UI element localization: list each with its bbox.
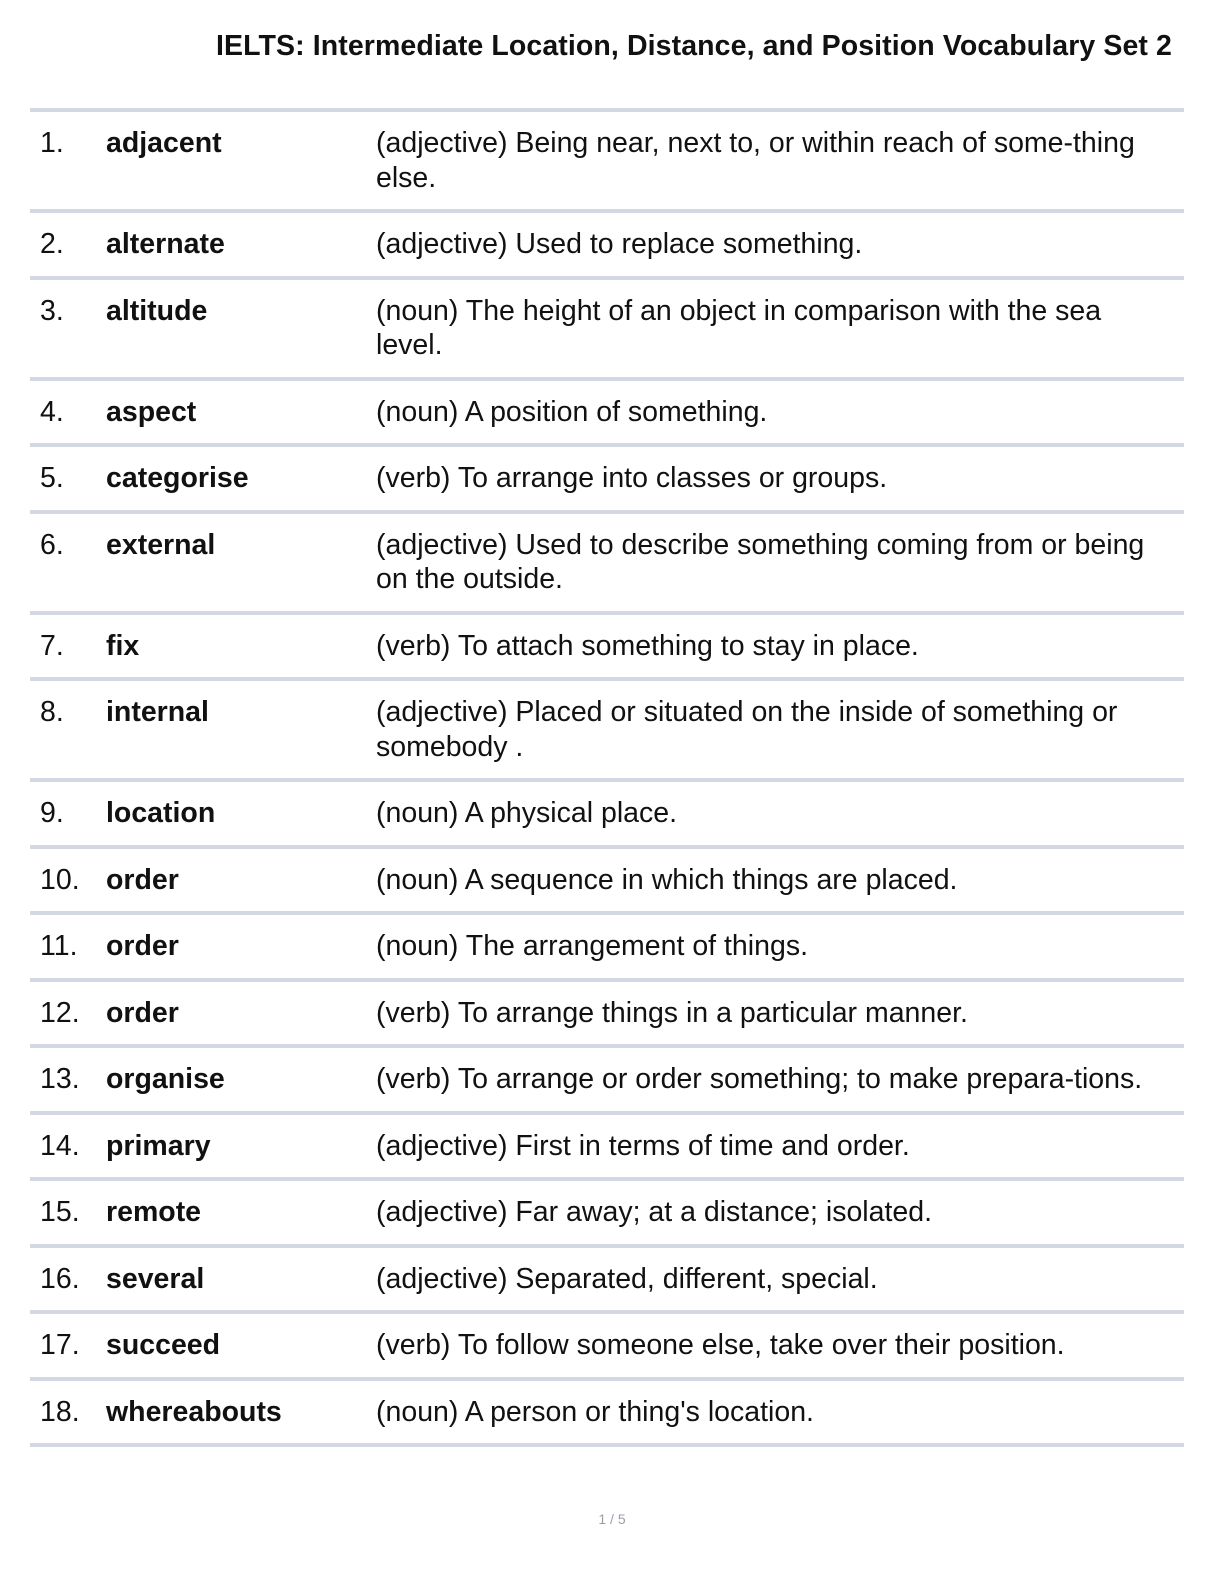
- entry-number: 14.: [30, 1113, 106, 1180]
- table-row: [30, 1246, 1184, 1313]
- table-row: [30, 679, 1184, 780]
- page-number: 1 / 5: [598, 1511, 626, 1527]
- entry-definition: (adjective) Far away; at a distance; isolated.: [376, 1179, 1184, 1246]
- table-row: [30, 613, 1184, 680]
- entry-term: remote: [106, 1179, 376, 1246]
- entry-number: 12.: [30, 980, 106, 1047]
- entry-term: altitude: [106, 278, 376, 379]
- entry-number: 11.: [30, 913, 106, 980]
- table-row: [30, 278, 1184, 379]
- table-row: [30, 110, 1184, 211]
- entry-definition: (noun) The height of an object in comparison with the sea level.: [376, 278, 1184, 379]
- entry-definition: (adjective) Used to replace something.: [376, 211, 1184, 278]
- table-row: [30, 211, 1184, 278]
- entry-definition: (adjective) Being near, next to, or within reach of some-thing else.: [376, 110, 1184, 211]
- entry-term: several: [106, 1246, 376, 1313]
- table-row: [30, 1312, 1184, 1379]
- table-row: [30, 980, 1184, 1047]
- entry-number: 13.: [30, 1046, 106, 1113]
- entry-term: order: [106, 847, 376, 914]
- entry-term: location: [106, 780, 376, 847]
- entry-number: 4.: [30, 379, 106, 446]
- entry-number: 7.: [30, 613, 106, 680]
- table-row: [30, 780, 1184, 847]
- entry-definition: (adjective) Used to describe something coming from or being on the outside.: [376, 512, 1184, 613]
- entry-number: 10.: [30, 847, 106, 914]
- entry-definition: (noun) A physical place.: [376, 780, 1184, 847]
- table-row: [30, 847, 1184, 914]
- entry-term: whereabouts: [106, 1379, 376, 1446]
- entry-definition: (noun) A person or thing's location.: [376, 1379, 1184, 1446]
- entry-number: 5.: [30, 445, 106, 512]
- page-title: IELTS: Intermediate Location, Distance, and Position Vocabulary Set 2: [215, 30, 1172, 62]
- entry-number: 2.: [30, 211, 106, 278]
- entry-term: organise: [106, 1046, 376, 1113]
- table-row: [30, 1046, 1184, 1113]
- entry-number: 15.: [30, 1179, 106, 1246]
- entry-term: internal: [106, 679, 376, 780]
- entry-definition: (noun) A sequence in which things are placed.: [376, 847, 1184, 914]
- table-row: [30, 913, 1184, 980]
- entry-number: 6.: [30, 512, 106, 613]
- entry-number: 18.: [30, 1379, 106, 1446]
- table-row: [30, 1179, 1184, 1246]
- entry-number: 17.: [30, 1312, 106, 1379]
- entry-term: alternate: [106, 211, 376, 278]
- entry-definition: (verb) To arrange into classes or groups.: [376, 445, 1184, 512]
- entry-definition: (noun) The arrangement of things.: [376, 913, 1184, 980]
- entry-definition: (adjective) Separated, different, special.: [376, 1246, 1184, 1313]
- entry-term: order: [106, 980, 376, 1047]
- entry-definition: (verb) To arrange things in a particular manner.: [376, 980, 1184, 1047]
- entry-term: adjacent: [106, 110, 376, 211]
- entry-definition: (verb) To follow someone else, take over their position.: [376, 1312, 1184, 1379]
- table-row: [30, 1379, 1184, 1446]
- entry-definition: (verb) To attach something to stay in place.: [376, 613, 1184, 680]
- table-row: [30, 379, 1184, 446]
- entry-definition: (adjective) First in terms of time and order.: [376, 1113, 1184, 1180]
- entry-term: primary: [106, 1113, 376, 1180]
- table-row: [30, 1113, 1184, 1180]
- entry-definition: (verb) To arrange or order something; to make prepara-tions.: [376, 1046, 1184, 1113]
- vocabulary-table: [30, 108, 1184, 1447]
- entry-number: 16.: [30, 1246, 106, 1313]
- entry-term: categorise: [106, 445, 376, 512]
- entry-number: 3.: [30, 278, 106, 379]
- entry-definition: (adjective) Placed or situated on the inside of something or somebody .: [376, 679, 1184, 780]
- table-row: [30, 445, 1184, 512]
- entry-definition: (noun) A position of something.: [376, 379, 1184, 446]
- entry-number: 9.: [30, 780, 106, 847]
- entry-number: 1.: [30, 110, 106, 211]
- entry-term: external: [106, 512, 376, 613]
- entry-term: succeed: [106, 1312, 376, 1379]
- entry-term: order: [106, 913, 376, 980]
- entry-number: 8.: [30, 679, 106, 780]
- table-row: [30, 512, 1184, 613]
- entry-term: aspect: [106, 379, 376, 446]
- entry-term: fix: [106, 613, 376, 680]
